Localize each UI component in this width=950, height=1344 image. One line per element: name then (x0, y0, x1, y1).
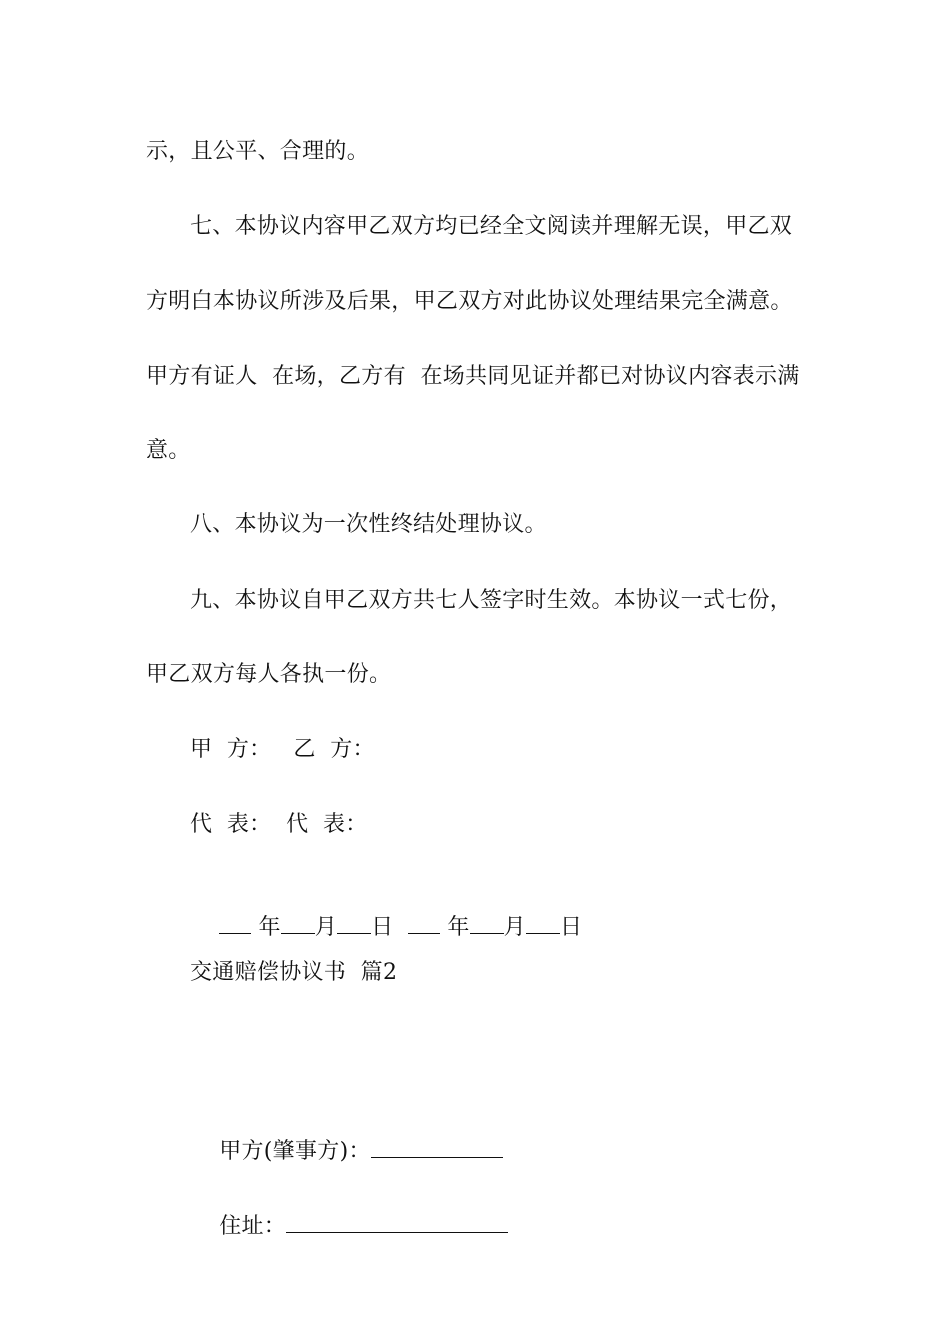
paragraph-line: 意。 (146, 438, 191, 463)
paragraph-line: 七、本协议内容甲乙双方均已经全文阅读并理解无误，甲乙双 (190, 214, 793, 239)
date-line (190, 885, 582, 970)
year-blank-2 (408, 913, 440, 934)
paragraph-line: 九、本协议自甲乙双方共七人签字时生效。本协议一式七份， (190, 588, 793, 613)
date-month-2: 月 (503, 915, 526, 940)
paragraph-line: 方明白本协议所涉及后果，甲乙双方对此协议处理结果完全满意。 (146, 289, 793, 314)
address-label: 住址： (219, 1214, 287, 1239)
paragraph-line: 甲方有证人 在场，乙方有 在场共同见证并都已对协议内容表示满 (146, 364, 800, 389)
paragraph-line: 甲乙双方每人各执一份。 (146, 662, 392, 687)
paragraph-line: 示，且公平、合理的。 (146, 139, 370, 164)
address-line (190, 1184, 508, 1269)
year-blank-1 (219, 913, 251, 934)
address-blank (286, 1212, 508, 1233)
section-title: 交通赔偿协议书 篇2 (190, 960, 398, 985)
date-day-1: 日 (371, 915, 394, 940)
signature-party-line: 甲 方： 乙 方： (190, 737, 375, 762)
party-a-label: 甲方(肇事方)： (219, 1139, 371, 1164)
signature-rep-line: 代 表： 代 表： (190, 812, 368, 837)
month-blank-2 (470, 913, 504, 934)
day-blank-2 (526, 913, 560, 934)
month-blank-1 (281, 913, 315, 934)
date-day-2: 日 (559, 915, 583, 940)
party-a-blank (371, 1137, 503, 1158)
party-a-line (190, 1109, 503, 1194)
date-year-2: 年 (447, 915, 470, 940)
date-month-1: 月 (314, 915, 338, 940)
paragraph-line: 八、本协议为一次性终结处理协议。 (190, 512, 547, 537)
day-blank-1 (337, 913, 371, 934)
date-year-1: 年 (258, 915, 281, 940)
